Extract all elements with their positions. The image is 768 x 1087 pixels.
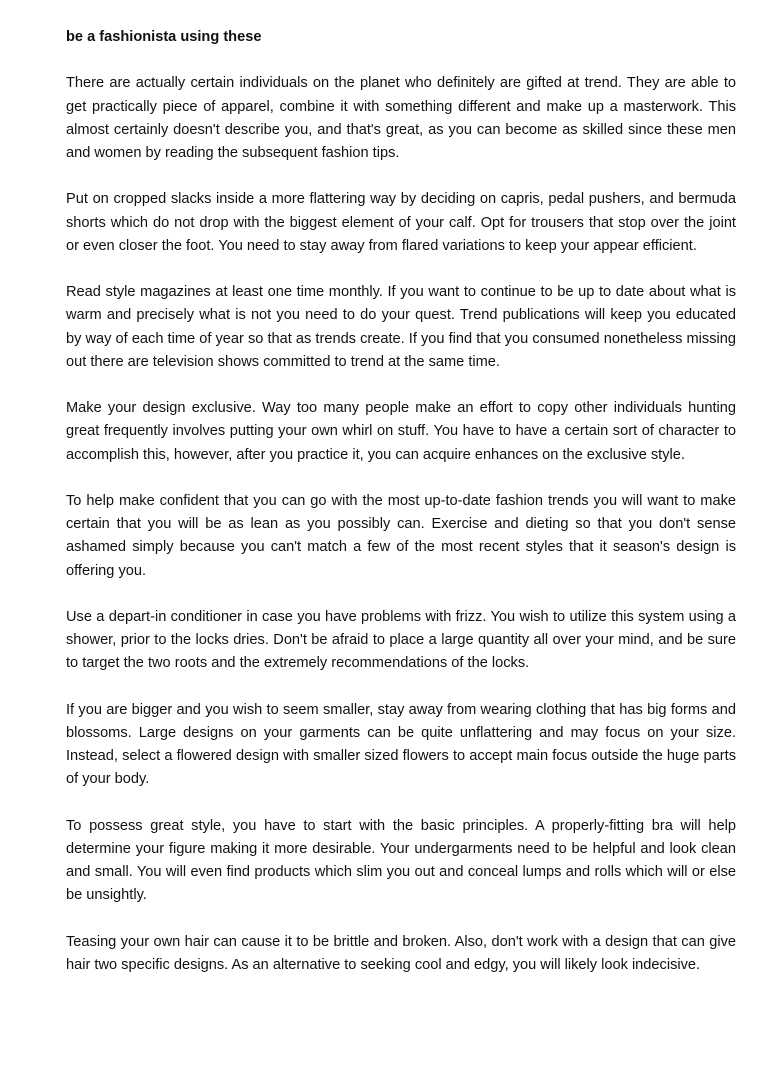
paragraph: There are actually certain individuals on the planet who definitely are gifted at trend. They are able to get practically piece of apparel, combine it with something different and make up a masterwork. This almost certainly doesn't describe you, and that's great, as you can become as skilled since these men and women by reading the subsequent fashion tips.: [66, 75, 736, 161]
paragraph: If you are bigger and you wish to seem smaller, stay away from wearing clothing that has big forms and blossoms. Large designs on your garments can be quite unflattering and may focus on your size. Instead, select a flowered design with smaller sized flowers to accept main focus outside the huge parts of your body.: [66, 701, 736, 788]
paragraph: Make your design exclusive. Way too many people make an effort to copy other individuals hunting great frequently involves putting your own whirl on stuff. You have to have a certain sort of character to accomplish this, however, after you practice it, you can acquire enhances on the exclusive style.: [66, 400, 736, 463]
paragraph: Teasing your own hair can cause it to be brittle and broken. Also, don't work with a design that can give hair two specific designs. As an alternative to seeking cool and edgy, you will likely look indecisive.: [66, 933, 736, 973]
paragraph: To help make confident that you can go with the most up-to-date fashion trends you will want to make certain that you will be as lean as you possibly can. Exercise and dieting so that you don't sense ashamed simply because you can't match a few of the most recent styles that it season's design is offering you.: [66, 492, 736, 579]
paragraph: Put on cropped slacks inside a more flattering way by deciding on capris, pedal pushers, and bermuda shorts which do not drop with the biggest element of your calf. Opt for trousers that stop over the joint or even closer the foot. You need to stay away from flared variations to keep your appear efficient.: [66, 191, 736, 254]
paragraph: Use a depart-in conditioner in case you have problems with frizz. You wish to utilize this system using a shower, prior to the locks dries. Don't be afraid to place a large quantity all over your mind, and be sure to target the two roots and the extremely recommendations of the locks.: [66, 608, 736, 672]
document-title: be a fashionista using these: [66, 29, 262, 45]
paragraph: To possess great style, you have to start with the basic principles. A properly-fitting bra will help determine your figure making it more desirable. Your undergarments need to be helpful and look clean and small. You will even find products which slim you out and conceal lumps and rolls which will or else be unsightly.: [66, 817, 736, 904]
paragraph: Read style magazines at least one time monthly. If you want to continue to be up to date about what is warm and precisely what is not you need to do your quest. Trend publications will keep you educated by way of each time of year so that as trends create. If you find that you consumed nonetheless missing out there are television shows committed to trend at the same time.: [66, 284, 736, 370]
document-page: [66, 26, 736, 977]
